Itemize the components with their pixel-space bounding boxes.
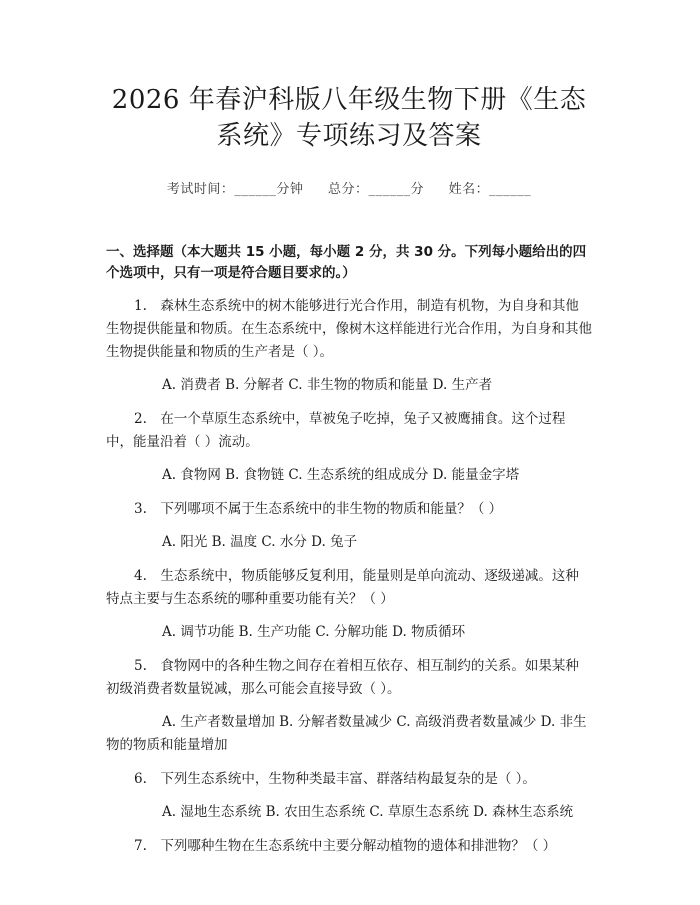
question-text: 4. 生态系统中，物质能够反复利用，能量则是单向流动、逐级递减。这种特点主要与生态系统的哪种重要功能有关？（ ）	[106, 568, 579, 607]
question-list	[106, 295, 592, 858]
question-text: 6. 下列生态系统中，生物种类最丰富、群落结构最复杂的是（ ）。	[134, 771, 536, 787]
question-options: A. 阳光 B. 温度 C. 水分 D. 兔子	[162, 534, 358, 550]
question-options: A. 食物网 B. 食物链 C. 生态系统的组成成分 D. 能量金字塔	[162, 467, 520, 483]
question-text: 5. 食物网中的各种生物之间存在着相互依存、相互制约的关系。如果某种初级消费者数量锐减，那么可能会直接导致（ ）。	[106, 658, 579, 697]
question-text: 3. 下列哪项不属于生态系统中的非生物的物质和能量？（ ）	[134, 501, 503, 517]
question-text: 7. 下列哪种生物在生态系统中主要分解动植物的遗体和排泄物？（ ）	[134, 838, 557, 854]
section-header: 一、选择题（本大题共 15 小题，每小题 2 分，共 30 分。下列每小题给出的四个选项中，只有一项是符合题目要求的。）	[106, 244, 587, 281]
question-options: A. 生产者数量增加 B. 分解者数量减少 C. 高级消费者数量减少 D. 非生物的物质和能量增加	[106, 714, 587, 753]
question-options: A. 调节功能 B. 生产功能 C. 分解功能 D. 物质循环	[162, 624, 466, 640]
question-options: A. 消费者 B. 分解者 C. 非生物的物质和能量 D. 生产者	[162, 377, 493, 393]
document-title: 2026 年春沪科版八年级生物下册《生态系统》专项练习及答案	[111, 85, 587, 151]
exam-info-line	[106, 178, 592, 197]
question-text: 1. 森林生态系统中的树木能够进行光合作用，制造有机物，为自身和其他生物提供能量和物质。在生态系统中，像树木这样能进行光合作用，为自身和其他生物提供能量和物质的生产者是（ ）。	[106, 298, 592, 360]
question-options: A. 湿地生态系统 B. 农田生态系统 C. 草原生态系统 D. 森林生态系统	[162, 804, 574, 820]
exam-name-field: 姓名：______	[448, 182, 532, 197]
exam-time-field: 考试时间：______分钟	[166, 182, 304, 197]
question-text: 2. 在一个草原生态系统中，草被兔子吃掉，兔子又被鹰捕食。这个过程中，能量沿着（ ）流动。	[106, 411, 566, 450]
exam-score-field: 总分：______分	[327, 182, 424, 197]
